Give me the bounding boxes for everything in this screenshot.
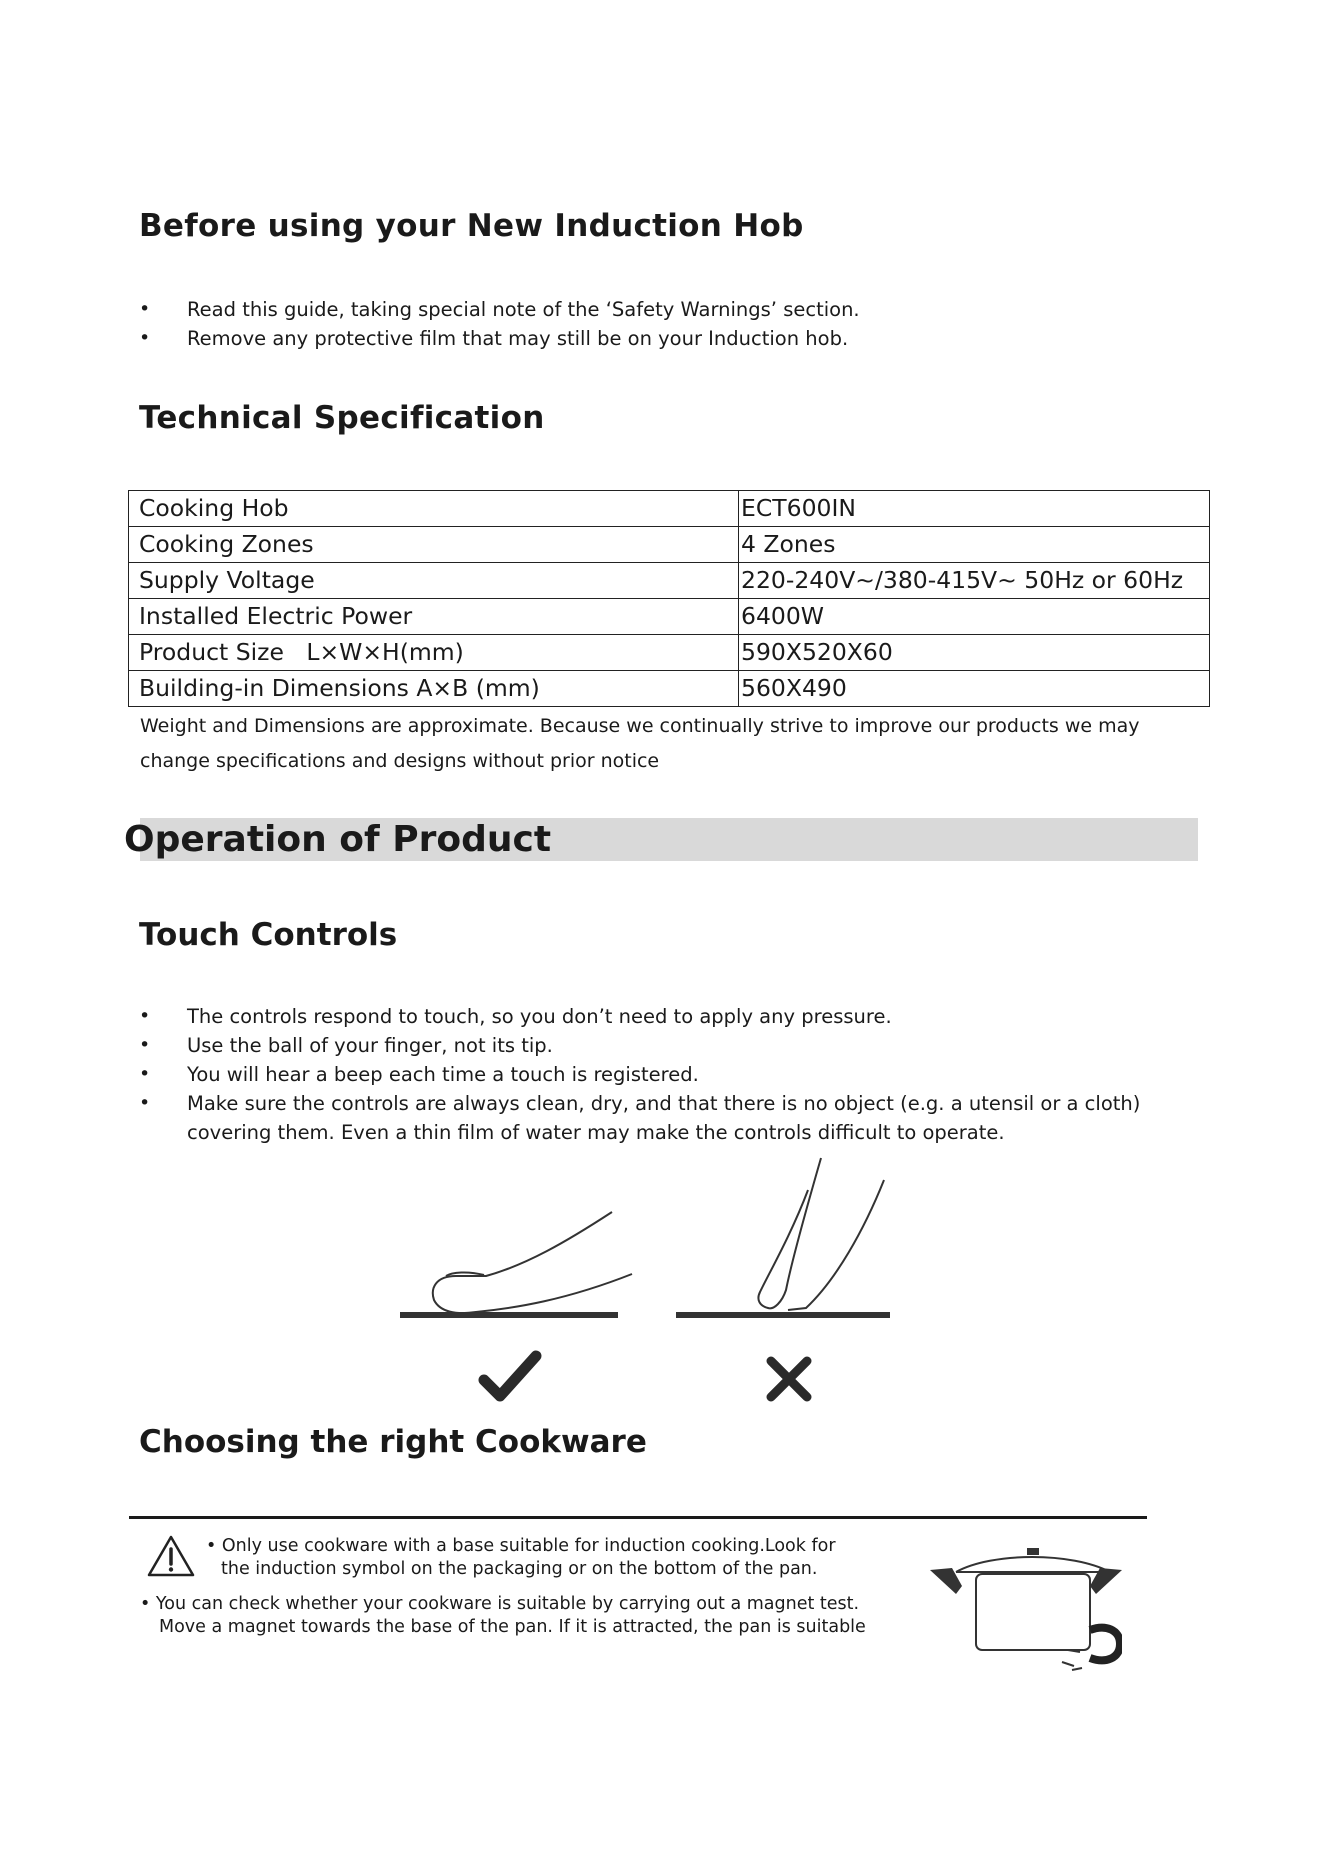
spec-label: Supply Voltage [129,563,739,599]
spec-value: 6400W [739,599,1210,635]
list-item: • Use the ball of your finger, not its tip. [139,1031,1199,1060]
cross-mark-icon [763,1353,815,1405]
operation-title: Operation of Product [124,819,552,860]
spec-value: 560X490 [739,671,1210,707]
spec-note-line2: change specifications and designs without prior notice [140,750,660,772]
table-row [129,599,1210,635]
before-bullet-list [139,295,1139,353]
spec-value: 590X520X60 [739,635,1210,671]
spec-table [128,490,1210,707]
table-row [129,491,1210,527]
list-item: • You will hear a beep each time a touch is registered. [139,1060,1199,1089]
table-row [129,563,1210,599]
spec-note-line1: Weight and Dimensions are approximate. Because we continually strive to improve our products we may [140,715,1140,737]
cookware-divider [129,1516,1147,1519]
list-item: • Remove any protective film that may still be on your Induction hob. [139,324,1139,353]
check-mark-icon [478,1350,544,1406]
finger-touch-illustration [396,1150,906,1420]
list-item: • Read this guide, taking special note of the ‘Safety Warnings’ section. [139,295,1139,324]
cookware-bullet2-line1: • You can check whether your cookware is suitable by carrying out a magnet test. [140,1594,860,1614]
tech-spec-title: Technical Specification [139,400,545,436]
cookware-bullet2-line2: Move a magnet towards the base of the pan. If it is attracted, the pan is suitable [159,1617,866,1637]
touch-controls-title: Touch Controls [139,917,398,953]
spec-label: Product Size L×W×H(mm) [129,635,739,671]
spec-label: Installed Electric Power [129,599,739,635]
table-row [129,527,1210,563]
pan-with-magnet-icon [922,1538,1122,1678]
spec-label: Building-in Dimensions A×B (mm) [129,671,739,707]
cookware-title: Choosing the right Cookware [139,1424,647,1460]
list-item: • The controls respond to touch, so you don’t need to apply any pressure. [139,1002,1199,1031]
cookware-bullet1-line1: • Only use cookware with a base suitable for induction cooking.Look for [206,1536,836,1556]
warning-triangle-icon [146,1534,196,1578]
spec-label: Cooking Hob [129,491,739,527]
table-row [129,635,1210,671]
touch-bullet-list [139,1002,1199,1147]
spec-value: 4 Zones [739,527,1210,563]
spec-label: Cooking Zones [129,527,739,563]
before-title: Before using your New Induction Hob [139,208,804,244]
cookware-bullet1-line2: the induction symbol on the packaging or on the bottom of the pan. [221,1559,818,1579]
list-item: • Make sure the controls are always clean, dry, and that there is no object (e.g. a utensil or a cloth) covering them. Even a thin film of water may make the controls difficult to operate. [139,1089,1199,1147]
spec-value: ECT600IN [739,491,1210,527]
spec-value: 220-240V~/380-415V~ 50Hz or 60Hz [739,563,1210,599]
table-row [129,671,1210,707]
